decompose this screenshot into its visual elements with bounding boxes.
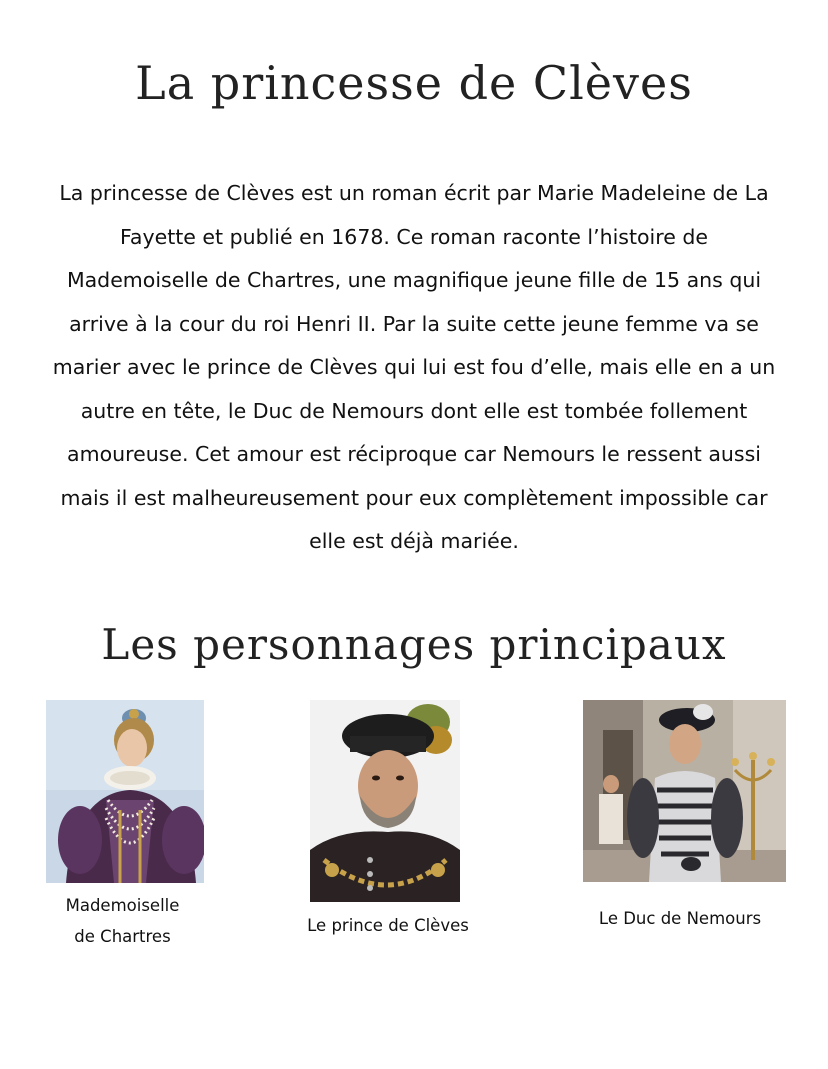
intro-line: mais il est malheureusement pour eux complètement impossible car (60, 485, 768, 510)
intro-paragraph (44, 172, 784, 564)
portrait-duc-de-nemours (583, 700, 786, 882)
intro-line: elle est déjà mariée. (309, 529, 519, 553)
page-title: La princesse de Clèves (135, 56, 693, 110)
caption-line: de Chartres (74, 927, 171, 946)
caption-line: Mademoiselle (65, 896, 180, 915)
intro-line: arrive à la cour du roi Henri II. Par la suite cette jeune femme va se (69, 311, 759, 336)
portrait-prince-de-cleves (310, 700, 460, 902)
character-caption (40, 890, 205, 952)
intro-line: Mademoiselle de Chartres, une magnifique jeune fille de 15 ans qui (66, 268, 762, 292)
intro-line: marier avec le prince de Clèves qui lui est fou d’elle, mais elle en a un (52, 355, 776, 379)
intro-line: La princesse de Clèves est un roman écrit par Marie Madeleine de La (59, 181, 769, 205)
portrait-image (310, 700, 460, 902)
portrait-image (46, 700, 204, 883)
character-caption (298, 910, 478, 941)
portrait-image (583, 700, 786, 882)
character-caption (580, 903, 780, 934)
intro-line: Fayette et publié en 1678. Ce roman raconte l’histoire de (119, 224, 708, 249)
intro-line: amoureuse. Cet amour est réciproque car Nemours le ressent aussi (67, 442, 761, 466)
section-title: Les personnages principaux (101, 620, 727, 669)
portrait-mademoiselle-de-chartres (46, 700, 204, 883)
caption-line: Le Duc de Nemours (598, 909, 762, 928)
intro-line: autre en tête, le Duc de Nemours dont elle est tombée follement (80, 398, 748, 423)
caption-line: Le prince de Clèves (307, 916, 469, 935)
